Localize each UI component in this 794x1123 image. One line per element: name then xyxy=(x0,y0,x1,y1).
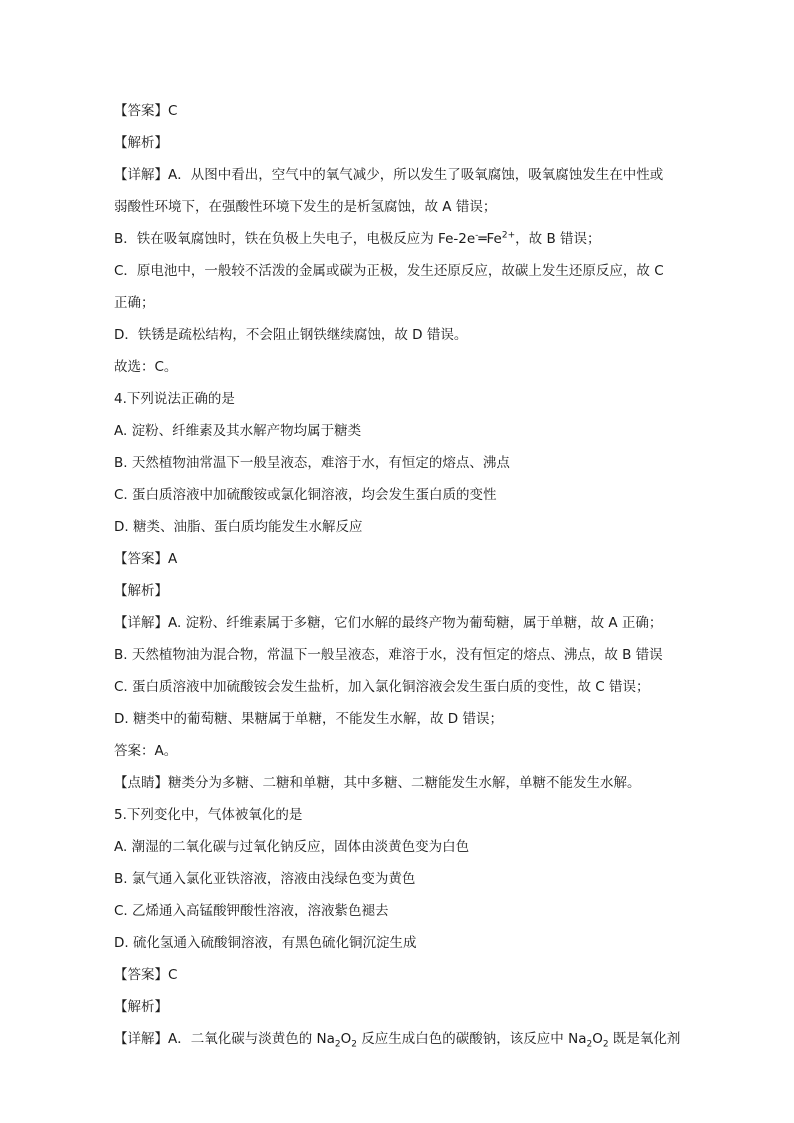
formula-subscript: 2 xyxy=(586,1039,593,1049)
formula-o: O xyxy=(592,1031,603,1047)
q3-answer: 【答案】C xyxy=(114,103,178,119)
q4-option-d: D. 糖类、油脂、蛋白质均能发生水解反应 xyxy=(114,519,363,535)
q4-answer: 【答案】A xyxy=(114,551,178,567)
q4-comment: 【点睛】糖类分为多糖、二糖和单糖，其中多糖、二糖能发生水解，单糖不能发生水解。 xyxy=(114,775,641,791)
q3-detail-d: D．铁锈是疏松结构，不会阻止钢铁继续腐蚀，故 D 错误。 xyxy=(114,327,468,343)
q3-detail-b-post: ，故 B 错误； xyxy=(515,231,601,247)
q3-detail-a-line2: 弱酸性环境下，在强酸性环境下发生的是析氢腐蚀，故 A 错误； xyxy=(114,199,497,215)
q5-stem: 5.下列变化中，气体被氧化的是 xyxy=(114,807,303,823)
formula-o: O xyxy=(340,1031,352,1047)
q3-analysis-heading: 【解析】 xyxy=(114,135,168,151)
charge-superscript: 2+ xyxy=(501,230,516,241)
q4-analysis-heading: 【解析】 xyxy=(114,583,168,599)
q5-option-b: B. 氯气通入氯化亚铁溶液，溶液由浅绿色变为黄色 xyxy=(114,871,416,887)
q4-detail-d: D. 糖类中的葡萄糖、果糖属于单糖，不能发生水解，故 D 错误； xyxy=(114,711,503,727)
q3-detail-c-line2: 正确； xyxy=(114,295,155,311)
q3-detail-a-line1: 【详解】A．从图中看出，空气中的氧气减少，所以发生了吸氧腐蚀，吸氧腐蚀发生在中性或 xyxy=(114,167,664,183)
q5-detail-post: 既是氧化剂 xyxy=(608,1031,681,1047)
q4-detail-b: B. 天然植物油为混合物，常温下一般呈液态，难溶于水，没有恒定的熔点、沸点，故 B 错误 xyxy=(114,647,663,663)
q5-analysis-heading: 【解析】 xyxy=(114,999,168,1015)
q4-answer-text: 答案：A。 xyxy=(114,743,178,759)
q5-detail-a xyxy=(114,1029,694,1049)
q4-stem: 4.下列说法正确的是 xyxy=(114,391,235,407)
q3-choice: 故选：C。 xyxy=(114,359,178,375)
q3-detail-b-mid: ═Fe xyxy=(478,231,502,247)
q3-detail-b xyxy=(114,229,694,249)
q5-detail-mid: 反应生成白色的碳酸钠，该反应中 Na xyxy=(357,1031,587,1047)
q4-option-c: C. 蛋白质溶液中加硫酸铵或氯化铜溶液，均会发生蛋白质的变性 xyxy=(114,487,497,503)
q5-detail-pre: 【详解】A．二氧化碳与淡黄色的 Na xyxy=(114,1031,335,1047)
q4-detail-a: 【详解】A. 淀粉、纤维素属于多糖，它们水解的最终产物为葡萄糖，属于单糖，故 A 正确； xyxy=(114,615,663,631)
q5-answer: 【答案】C xyxy=(114,967,178,983)
q3-detail-c-line1: C．原电池中，一般较不活泼的金属或碳为正极，发生还原反应，故碳上发生还原反应，故 C xyxy=(114,263,664,279)
q3-detail-b-pre: B．铁在吸氧腐蚀时，铁在负极上失电子，电极反应为 Fe-2e xyxy=(114,231,476,247)
formula-subscript: 2 xyxy=(602,1039,609,1049)
q5-option-a: A. 潮湿的二氧化碳与过氧化钠反应，固体由淡黄色变为白色 xyxy=(114,839,470,855)
q4-option-b: B. 天然植物油常温下一般呈液态，难溶于水，有恒定的熔点、沸点 xyxy=(114,455,510,471)
q5-option-d: D. 硫化氢通入硫酸铜溶液，有黑色硫化铜沉淀生成 xyxy=(114,935,417,951)
electron-superscript: - xyxy=(475,230,479,241)
q4-option-a: A. 淀粉、纤维素及其水解产物均属于糖类 xyxy=(114,423,362,439)
q5-option-c: C. 乙烯通入高锰酸钾酸性溶液，溶液紫色褪去 xyxy=(114,903,389,919)
formula-subscript: 2 xyxy=(334,1039,341,1049)
q4-detail-c: C. 蛋白质溶液中加硫酸铵会发生盐析，加入氯化铜溶液会发生蛋白质的变性，故 C 错误； xyxy=(114,679,650,695)
formula-subscript: 2 xyxy=(351,1039,358,1049)
